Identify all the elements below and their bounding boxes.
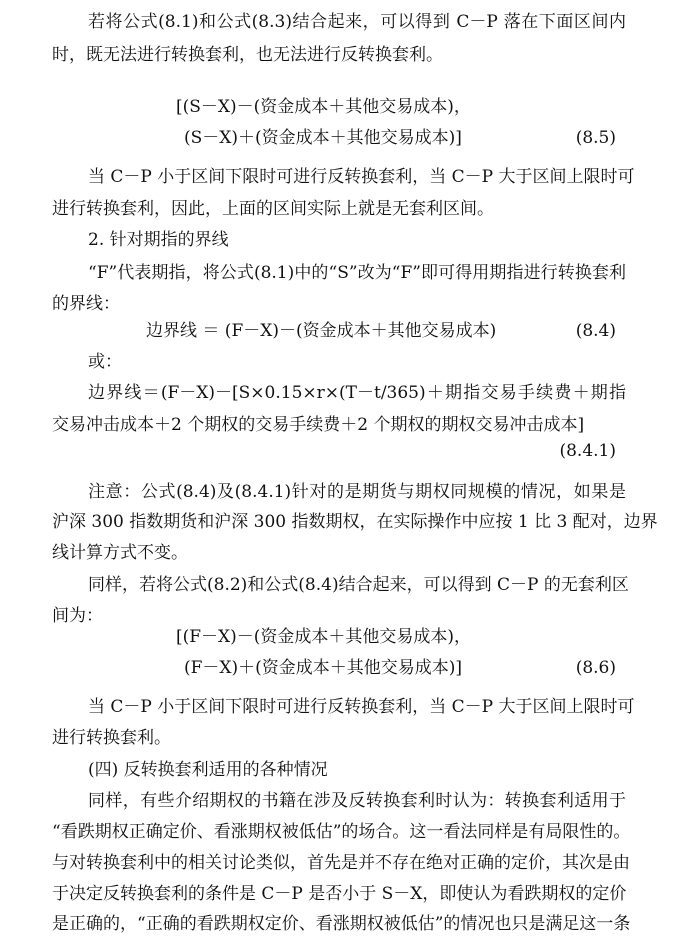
formula-line: 交易冲击成本＋2 个期权的交易手续费＋2 个期权的期权交易冲击成本] <box>52 415 585 435</box>
paragraph-line: 当 C－P 小于区间下限时可进行反转换套利，当 C－P 大于区间上限时可 <box>88 167 635 187</box>
paragraph-word: 或： <box>88 352 122 372</box>
paragraph-line: 时，既无法进行转换套利，也无法进行反转换套利。 <box>52 45 443 65</box>
paragraph-line: “F”代表期指，将公式(8.1)中的“S”改为“F”即可得用期指进行转换套利 <box>88 263 626 283</box>
paragraph-line: 同样，有些介绍期权的书籍在涉及反转换套利时认为：转换套利适用于 <box>88 791 626 811</box>
formula-line: [(S－X)－(资金成本＋其他交易成本)， <box>176 97 471 117</box>
paragraph-line: 于决定反转换套利的条件是 C－P 是否小于 S－X，即使认为看跌期权的定价 <box>52 884 627 904</box>
paragraph-line: “看跌期权正确定价、看涨期权被低估”的场合。这一看法同样是有局限性的。 <box>52 822 631 842</box>
formula-line: 边界线＝(F－X)－[S×0.15×r×(T－t/365)＋期指交易手续费＋期指 <box>88 383 626 403</box>
formula-line: (F－X)＋(资金成本＋其他交易成本)] <box>184 658 463 678</box>
equation-number: (8.4) <box>575 321 616 341</box>
section-heading: 2. 针对期指的界线 <box>88 230 229 250</box>
equation-number: (8.5) <box>575 128 616 148</box>
equation-number: (8.4.1) <box>559 441 616 461</box>
paragraph-line: 进行转换套利。 <box>52 728 171 748</box>
formula-line: 边界线 ＝ (F－X)－(资金成本＋其他交易成本) <box>146 321 497 341</box>
paragraph-line: 进行转换套利，因此，上面的区间实际上就是无套利区间。 <box>52 199 494 219</box>
section-heading: (四) 反转换套利适用的各种情况 <box>88 760 328 780</box>
paragraph-line: 的界线： <box>52 294 120 314</box>
paragraph-line: 是正确的，“正确的看跌期权定价、看涨期权被低估”的情况也只是满足这一条 <box>52 914 631 934</box>
paragraph-line: 线计算方式不变。 <box>52 543 188 563</box>
paragraph-line: 间为： <box>52 606 103 626</box>
equation-number: (8.6) <box>575 658 616 678</box>
paragraph-line: 沪深 300 指数期货和沪深 300 指数期权，在实际操作中应按 1 比 3 配对，边界 <box>52 512 658 532</box>
paragraph-line: 注意：公式(8.4)及(8.4.1)针对的是期货与期权同规模的情况，如果是 <box>88 482 626 502</box>
formula-line: [(F－X)－(资金成本＋其他交易成本)， <box>176 627 472 647</box>
paragraph-line: 同样，若将公式(8.2)和公式(8.4)结合起来，可以得到 C－P 的无套利区 <box>88 575 629 595</box>
paragraph-line: 若将公式(8.1)和公式(8.3)结合起来，可以得到 C－P 落在下面区间内 <box>88 12 626 32</box>
paragraph-line: 与对转换套利中的相关讨论类似，首先是并不存在绝对正确的定价，其次是由 <box>52 853 630 873</box>
paragraph-line: 当 C－P 小于区间下限时可进行反转换套利，当 C－P 大于区间上限时可 <box>88 697 635 717</box>
formula-line: (S－X)＋(资金成本＋其他交易成本)] <box>184 128 462 148</box>
